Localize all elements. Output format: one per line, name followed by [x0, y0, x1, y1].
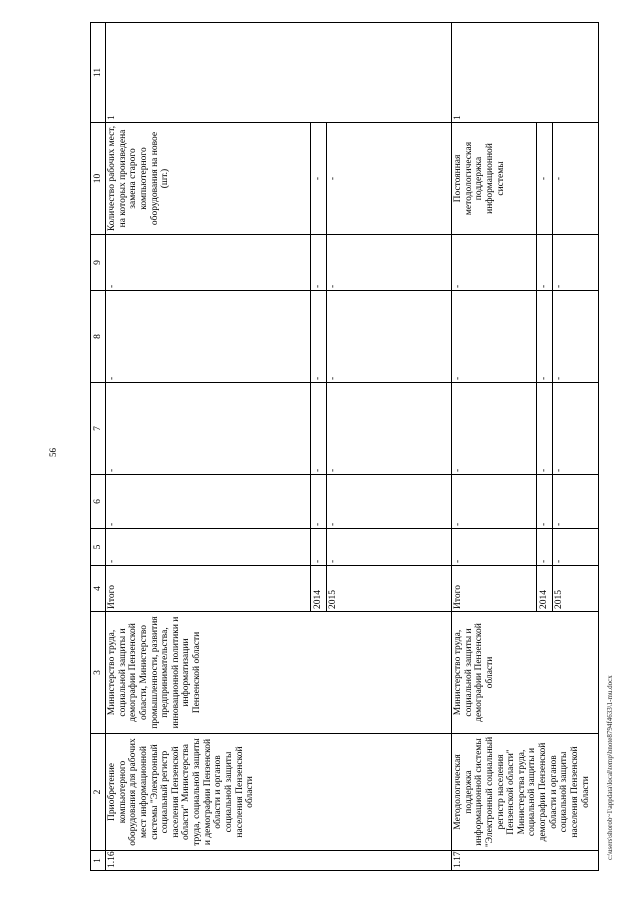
- program-activities-table: [90, 22, 599, 871]
- header-cell: 5: [91, 529, 106, 566]
- activity-name: Методологическая поддержка информационной системы "Электронный социальный регистр населения Пензенской области" Министерства труда, социальной защиты и демографии Пензенской области и органов социальной защиты населения Пензенской области: [452, 734, 599, 851]
- value-cell: -: [452, 475, 537, 529]
- value-cell: -: [452, 291, 537, 383]
- value-cell: -: [553, 291, 599, 383]
- year-indicator-cell: -: [553, 123, 599, 235]
- row-number: 1.17: [452, 851, 599, 871]
- header-cell: 1: [91, 851, 106, 871]
- header-row: [91, 23, 106, 871]
- table-row: [106, 23, 311, 871]
- value-cell: -: [553, 475, 599, 529]
- value-cell: -: [327, 291, 452, 383]
- value-cell: -: [327, 475, 452, 529]
- year-cell: 2015: [327, 566, 452, 612]
- year-cell: 2014: [537, 566, 553, 612]
- rotated-table-container: [90, 23, 599, 871]
- header-cell: 9: [91, 235, 106, 291]
- page-number: 56: [48, 448, 58, 458]
- value-cell: -: [106, 291, 311, 383]
- value-cell: -: [537, 383, 553, 475]
- value-cell: -: [327, 235, 452, 291]
- value-cell: -: [311, 529, 327, 566]
- year-indicator-cell: -: [327, 123, 452, 235]
- value-cell: -: [311, 383, 327, 475]
- header-cell: 10: [91, 123, 106, 235]
- header-cell: 11: [91, 23, 106, 123]
- value-cell: -: [327, 383, 452, 475]
- executor: Министерство труда, социальной защиты и демографии Пензенской области, Министерство промышленности, развития предпринимательства, инновационной политики и информатизации Пензенской области: [106, 612, 452, 734]
- total-label: Итого: [106, 566, 311, 612]
- indicator-cell: Постоянная методологическая поддержка информационной системы: [452, 123, 537, 235]
- activity-name: Приобретение компьютерного оборудования для рабочих мест информационной системы "Электронный социальный регистр населения Пензенской области" Министерства труда, социальной защиты и демографии Пензенской области и органов социальной защиты населения Пензенской области: [106, 734, 452, 851]
- value-cell: -: [553, 529, 599, 566]
- header-cell: 8: [91, 291, 106, 383]
- value-cell: -: [311, 291, 327, 383]
- indicator-cell: Количество рабочих мест, на которых произведена замена старого компьютерного оборудования на новое (шт.): [106, 123, 311, 235]
- value-cell: -: [106, 235, 311, 291]
- value-cell: -: [537, 475, 553, 529]
- value-cell: -: [553, 235, 599, 291]
- row-number: 1.16: [106, 851, 452, 871]
- value-cell: -: [106, 529, 311, 566]
- year-indicator-cell: -: [311, 123, 327, 235]
- header-cell: 6: [91, 475, 106, 529]
- header-cell: 2: [91, 734, 106, 851]
- table-row: [452, 23, 537, 871]
- indicator-value: 1: [106, 23, 452, 123]
- value-cell: -: [452, 235, 537, 291]
- value-cell: -: [327, 529, 452, 566]
- indicator-value: 1: [452, 23, 599, 123]
- value-cell: -: [537, 529, 553, 566]
- value-cell: -: [311, 235, 327, 291]
- value-cell: -: [452, 529, 537, 566]
- value-cell: -: [452, 383, 537, 475]
- value-cell: -: [553, 383, 599, 475]
- year-cell: 2015: [553, 566, 599, 612]
- year-indicator-cell: -: [537, 123, 553, 235]
- header-cell: 7: [91, 383, 106, 475]
- value-cell: -: [537, 291, 553, 383]
- value-cell: -: [537, 235, 553, 291]
- header-cell: 3: [91, 612, 106, 734]
- value-cell: -: [106, 475, 311, 529]
- document-table-frame: [90, 23, 599, 871]
- file-path-footer: c:\users\shorob~1\appdata\local\temp\bnote8794f4633\1-mu.docx: [606, 675, 614, 860]
- header-cell: 4: [91, 566, 106, 612]
- total-label: Итого: [452, 566, 537, 612]
- executor: Министерство труда, социальной защиты и демографии Пензенской области: [452, 612, 599, 734]
- year-cell: 2014: [311, 566, 327, 612]
- value-cell: -: [311, 475, 327, 529]
- value-cell: -: [106, 383, 311, 475]
